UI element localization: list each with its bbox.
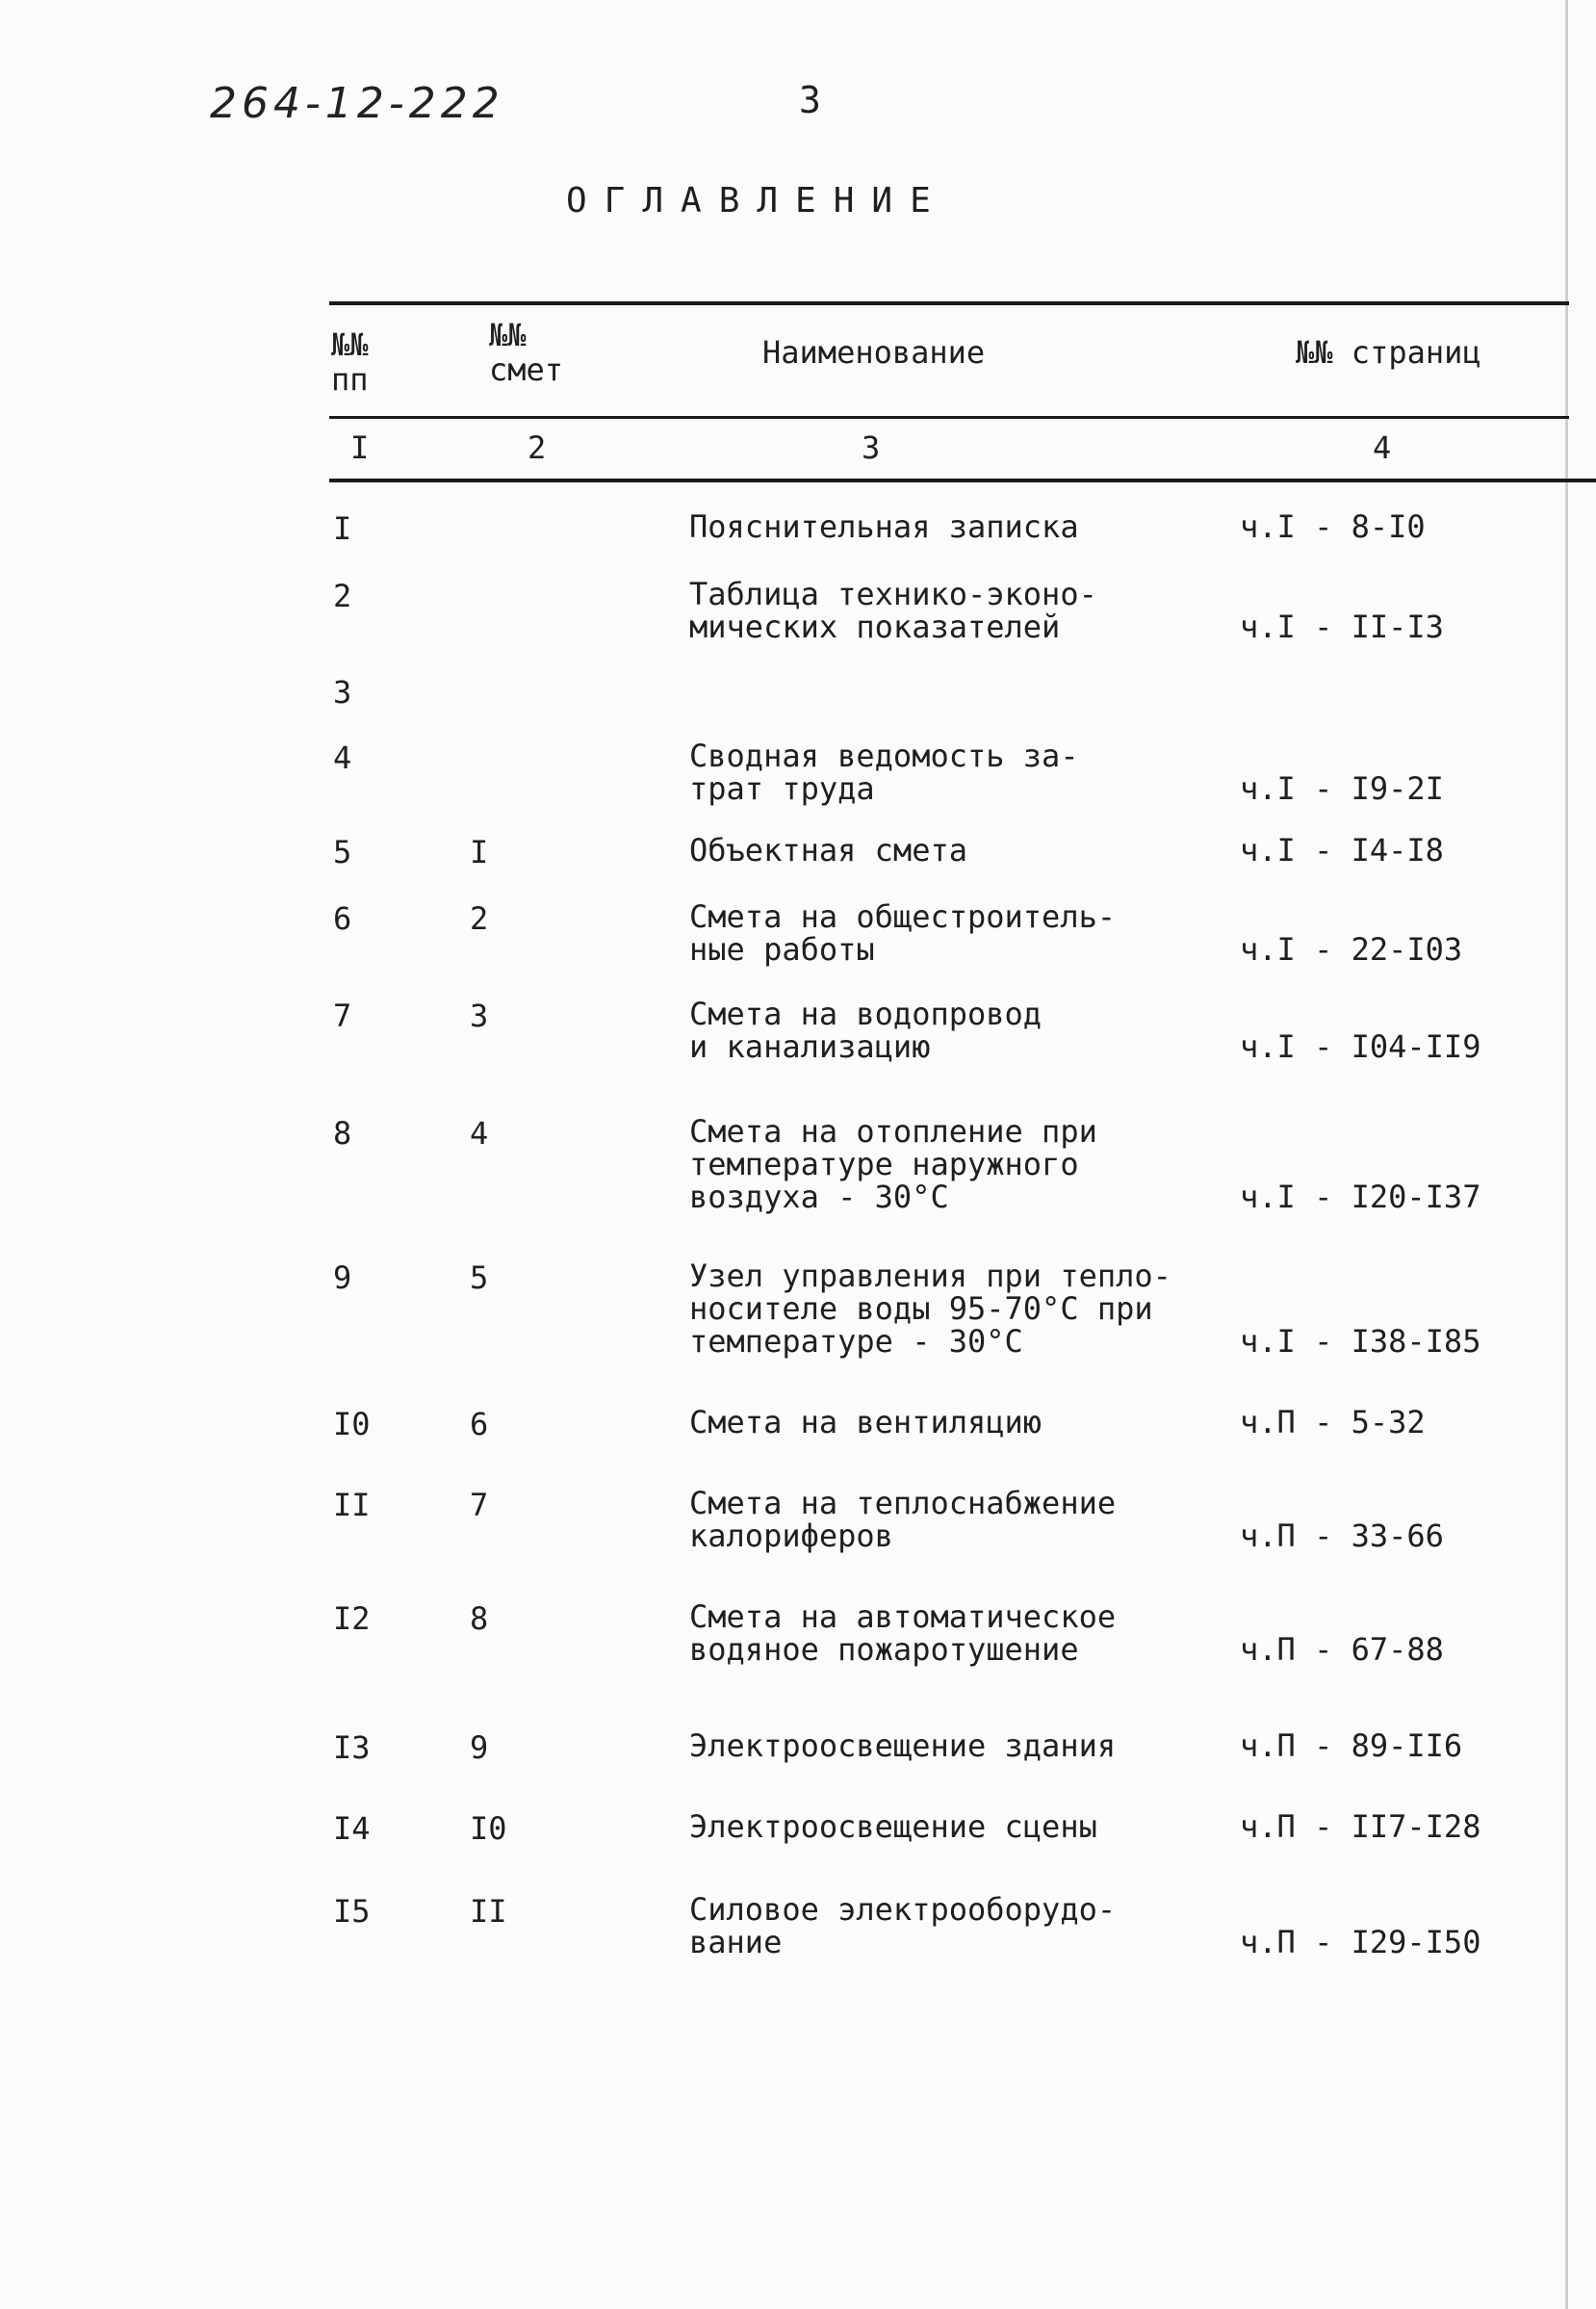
- column-number-2: 2: [528, 429, 547, 466]
- row-number: I4: [333, 1810, 371, 1847]
- row-name-line: трат труда: [689, 770, 875, 807]
- row-number: 8: [333, 1115, 352, 1152]
- row-estimate-number: II: [470, 1893, 507, 1930]
- row-number: I: [333, 510, 352, 547]
- row-name-line: воздуха - 30°C: [689, 1179, 949, 1215]
- row-name-line: Сводная ведомость за-: [689, 738, 1079, 774]
- row-name-line: Смета на отопление при: [689, 1113, 1097, 1150]
- row-estimate-number: I: [470, 834, 489, 870]
- row-name-line: Узел управления при тепло-: [689, 1258, 1171, 1294]
- row-name-line: и канализацию: [689, 1028, 931, 1065]
- row-number: 2: [333, 578, 352, 614]
- header-col-number: [331, 327, 369, 397]
- row-pages: ч.П - 33-66: [1240, 1518, 1444, 1554]
- row-estimate-number: 4: [470, 1115, 489, 1152]
- row-name-line: носителе воды 95-70°C при: [689, 1290, 1153, 1327]
- row-pages: ч.I - I04-II9: [1240, 1028, 1481, 1065]
- row-pages: ч.I - I9-2I: [1240, 770, 1444, 807]
- header-col-number-line2: пп: [331, 361, 369, 398]
- table-top-rule: [329, 301, 1569, 305]
- row-name-line: Электроосвещение сцены: [689, 1808, 1097, 1845]
- row-name-line: Смета на теплоснабжение: [689, 1485, 1117, 1521]
- row-number: 9: [333, 1259, 352, 1296]
- row-number: I2: [333, 1600, 371, 1637]
- row-pages: ч.I - I38-I85: [1240, 1323, 1481, 1360]
- header-col-estimate-line1: №№: [489, 317, 527, 353]
- row-name-line: Смета на автоматическое: [689, 1598, 1117, 1635]
- row-estimate-number: 5: [470, 1259, 489, 1296]
- row-estimate-number: 2: [470, 900, 489, 937]
- page-number: 3: [799, 79, 821, 121]
- header-bottom-rule: [329, 479, 1596, 482]
- page-edge-shadow: [1565, 0, 1568, 2309]
- row-pages: ч.I - I4-I8: [1240, 832, 1444, 869]
- page-title: ОГЛАВЛЕНИЕ: [566, 181, 948, 221]
- row-pages: ч.П - 89-II6: [1240, 1727, 1463, 1764]
- row-number: 3: [333, 674, 352, 711]
- row-estimate-number: 9: [470, 1729, 489, 1766]
- row-pages: ч.I - I20-I37: [1240, 1179, 1481, 1215]
- row-name-line: Смета на водопровод: [689, 996, 1043, 1032]
- row-number: 7: [333, 998, 352, 1034]
- row-name-line: вание: [689, 1924, 783, 1960]
- row-name-line: Электроосвещение здания: [689, 1727, 1117, 1764]
- row-name-line: температуре наружного: [689, 1146, 1079, 1182]
- row-estimate-number: 7: [470, 1487, 489, 1523]
- header-col-estimate: [489, 318, 563, 387]
- row-pages: ч.П - II7-I28: [1240, 1808, 1481, 1845]
- row-pages: ч.I - II-I3: [1240, 609, 1444, 645]
- row-number: 4: [333, 739, 352, 776]
- row-pages: ч.П - 67-88: [1240, 1631, 1444, 1668]
- row-name-line: температуре - 30°C: [689, 1323, 1023, 1360]
- column-number-4: 4: [1373, 429, 1392, 466]
- row-estimate-number: 6: [470, 1406, 489, 1442]
- row-name-line: Объектная смета: [689, 832, 967, 869]
- row-number: I3: [333, 1729, 371, 1766]
- row-name-line: ные работы: [689, 931, 875, 968]
- column-number-1: I: [350, 429, 370, 466]
- row-number: I0: [333, 1406, 371, 1442]
- header-col-pages: №№ страниц: [1296, 334, 1481, 371]
- document-code: 264-12-222: [210, 79, 504, 128]
- row-name-line: водяное пожаротушение: [689, 1631, 1079, 1668]
- row-number: I5: [333, 1893, 371, 1930]
- row-name-line: Силовое электрооборудо-: [689, 1891, 1117, 1928]
- row-name-line: Пояснительная записка: [689, 508, 1079, 545]
- column-number-3: 3: [862, 429, 881, 466]
- row-pages: ч.I - 22-I03: [1240, 931, 1463, 968]
- header-mid-rule: [329, 416, 1569, 419]
- row-pages: ч.П - I29-I50: [1240, 1924, 1481, 1960]
- row-pages: ч.I - 8-I0: [1240, 508, 1426, 545]
- row-name-line: Смета на общестроитель-: [689, 898, 1117, 935]
- row-estimate-number: 8: [470, 1600, 489, 1637]
- row-estimate-number: I0: [470, 1810, 507, 1847]
- row-pages: ч.П - 5-32: [1240, 1404, 1426, 1440]
- row-estimate-number: 3: [470, 998, 489, 1034]
- row-name-line: калориферов: [689, 1518, 893, 1554]
- row-name-line: Смета на вентиляцию: [689, 1404, 1043, 1440]
- row-number: 6: [333, 900, 352, 937]
- header-col-number-line1: №№: [331, 326, 369, 363]
- row-number: 5: [333, 834, 352, 870]
- header-col-name: Наименование: [762, 334, 986, 371]
- header-col-estimate-line2: смет: [489, 351, 564, 388]
- row-name-line: Таблица технико-эконо-: [689, 576, 1097, 612]
- row-number: II: [333, 1487, 371, 1523]
- row-name-line: мических показателей: [689, 609, 1061, 645]
